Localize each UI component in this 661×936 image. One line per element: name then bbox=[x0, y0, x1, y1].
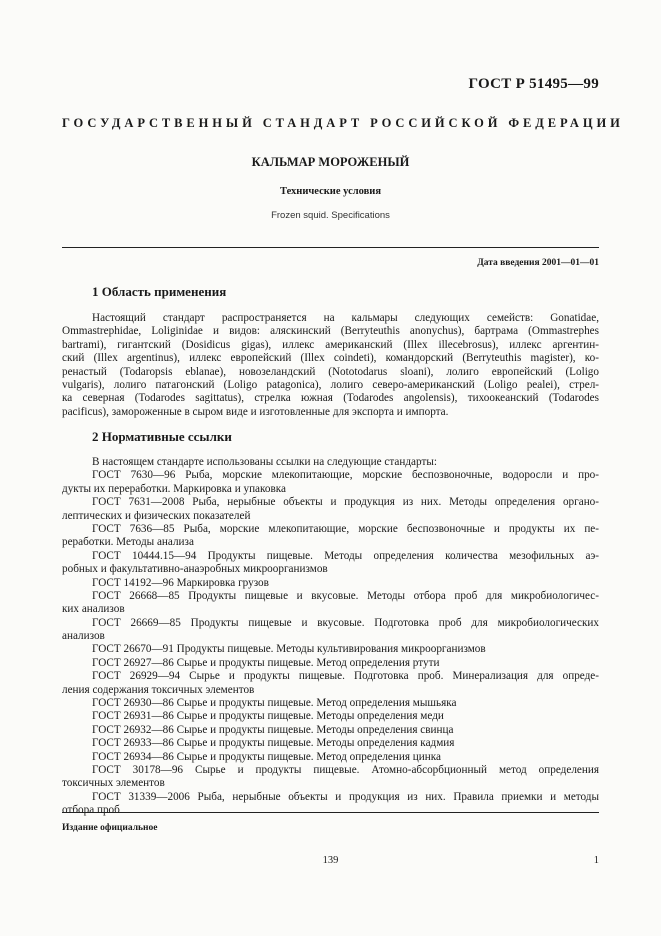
edition-note: Издание официальное bbox=[62, 823, 158, 833]
paragraph-line: ка северная (Todarodes sagittatus), стрелка южная (Todarodes angolensis), тихоокеанский (Todarodes bbox=[62, 392, 599, 405]
reference-line: ГОСТ 26929—94 Сырье и продукты пищевые. Подготовка проб. Минерализация для опреде- bbox=[92, 670, 599, 683]
reference-line: ГОСТ 31339—2006 Рыба, нерыбные объекты и продукция из них. Правила приемки и методы bbox=[92, 790, 599, 803]
reference-line: ГОСТ 26934—86 Сырье и продукты пищевые. Метод определения цинка bbox=[92, 750, 441, 763]
section-1-body bbox=[62, 312, 599, 419]
reference-line: лептических и физических показателей bbox=[62, 509, 251, 522]
reference-line: ГОСТ 26669—85 Продукты пищевые и вкусовые. Подготовка проб для микробиологических bbox=[92, 616, 599, 629]
reference-line: дукты их переработки. Маркировка и упаковка bbox=[62, 482, 286, 495]
reference-line: ГОСТ 14192—96 Маркировка грузов bbox=[92, 576, 269, 589]
document-subtitle: Технические условия bbox=[279, 186, 382, 197]
sheet-number: 1 bbox=[593, 855, 599, 866]
top-divider bbox=[62, 247, 599, 248]
intro-date: Дата введения 2001—01—01 bbox=[477, 258, 599, 268]
reference-line: отбора проб bbox=[62, 804, 120, 817]
section-1-heading: 1 Область применения bbox=[92, 284, 227, 299]
paragraph-line: ренастый (Todaropsis eblanae), новозеландский (Nototodarus sloani), лолиго европейский (Loligo bbox=[62, 365, 599, 378]
paragraph-line: vulgaris), лолиго патагонский (Loligo patagonica), лолиго северо-американский (Loligo pealei), стрел- bbox=[62, 378, 599, 391]
reference-line: ГОСТ 10444.15—94 Продукты пищевые. Методы определения количества мезофильных аэ- bbox=[92, 549, 599, 562]
reference-line: ГОСТ 26930—86 Сырье и продукты пищевые. Метод определения мышьяка bbox=[92, 697, 457, 710]
reference-line: ГОСТ 7630—96 Рыба, морские млекопитающие, морские беспозвоночные, водоросли и про- bbox=[92, 469, 599, 482]
paragraph-line: bartrami), гигантский (Dosidicus gigas), иллекс американский (Illex illecebrosus), иллекс аргентин- bbox=[62, 338, 599, 351]
reference-line: ГОСТ 30178—96 Сырье и продукты пищевые. Атомно-абсорбционный метод определения bbox=[92, 763, 599, 776]
reference-line: ГОСТ 26931—86 Сырье и продукты пищевые. Методы определения меди bbox=[92, 710, 444, 723]
section-2-heading: 2 Нормативные ссылки bbox=[92, 429, 232, 444]
reference-line: В настоящем стандарте использованы ссылки на следующие стандарты: bbox=[92, 456, 437, 468]
english-title: Frozen squid. Specifications bbox=[271, 210, 390, 221]
section-2-body bbox=[62, 456, 599, 818]
reference-line: ГОСТ 26927—86 Сырье и продукты пищевые. Метод определения ртути bbox=[92, 656, 440, 669]
reference-line: ГОСТ 26668—85 Продукты пищевые и вкусовые. Методы отбора проб для микробиологичес- bbox=[92, 589, 599, 602]
paragraph-line: Настоящий стандарт распространяется на кальмары следующих семейств: Gonatidae, bbox=[92, 312, 599, 324]
paragraph-line: Ommastrephidae, Loliginidae и видов: аляскинский (Berryteuthis anonychus), бартрама (Ommastrephes bbox=[62, 325, 599, 338]
reference-line: ГОСТ 26670—91 Продукты пищевые. Методы культивирования микроорганизмов bbox=[92, 643, 486, 656]
paragraph-line: ский (Illex argentinus), иллекс европейский (Illex coindeti), командорский (Berryteuthis magister), ко- bbox=[62, 352, 599, 365]
state-standard-heading: ГОСУДАРСТВЕННЫЙ СТАНДАРТ РОССИЙСКОЙ ФЕДЕРАЦИИ bbox=[62, 116, 624, 130]
page-number: 139 bbox=[322, 855, 339, 866]
reference-line: робных и факультативно-анаэробных микроорганизмов bbox=[62, 563, 328, 576]
reference-line: ГОСТ 7631—2008 Рыба, нерыбные объекты и продукция из них. Методы определения органо- bbox=[92, 496, 599, 509]
paragraph-line: pacificus), замороженные в сыром виде и изготовленные для экспорта и импорта. bbox=[62, 405, 449, 418]
reference-line: ГОСТ 7636—85 Рыба, морские млекопитающие, морские беспозвоночные и продукты их пе- bbox=[92, 522, 599, 535]
reference-line: токсичных элементов bbox=[62, 777, 165, 790]
bottom-divider bbox=[62, 812, 599, 813]
reference-line: ких анализов bbox=[62, 603, 125, 616]
doc-number: ГОСТ Р 51495—99 bbox=[468, 76, 599, 92]
reference-line: реработки. Методы анализа bbox=[62, 536, 194, 549]
reference-line: ГОСТ 26932—86 Сырье и продукты пищевые. Методы определения свинца bbox=[92, 723, 454, 736]
reference-line: анализов bbox=[62, 630, 105, 643]
reference-line: ления содержания токсичных элементов bbox=[62, 683, 255, 696]
reference-line: ГОСТ 26933—86 Сырье и продукты пищевые. Методы определения кадмия bbox=[92, 737, 455, 750]
document-title: КАЛЬМАР МОРОЖЕНЫЙ bbox=[251, 155, 410, 169]
